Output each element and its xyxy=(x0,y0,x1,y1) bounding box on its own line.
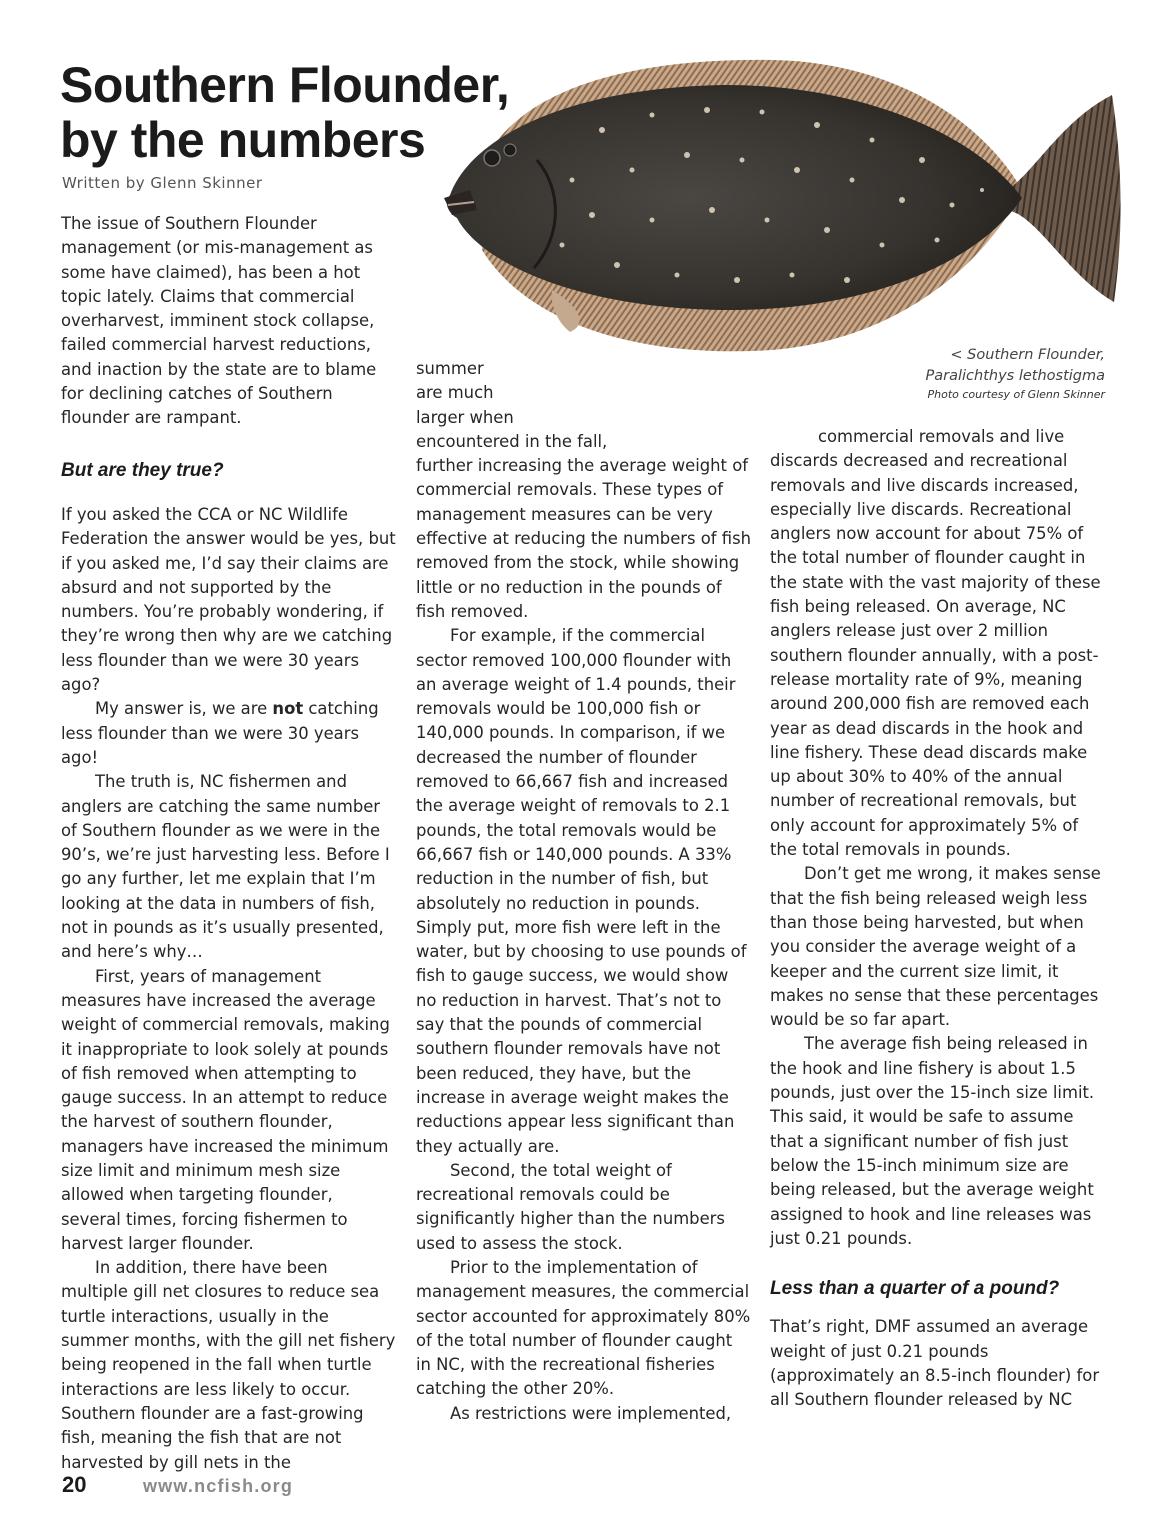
wrap-line: encountered in the fall, xyxy=(416,431,608,451)
paragraph: The issue of Southern Flounder management (or mis-management as some have claimed), has been a hot topic lately. Claims that commercial overharvest, imminent stock collapse, failed commercial harvest reductions, and inaction by the state are to blame for declining catches of Southern flounder are rampant. xyxy=(61,214,377,428)
column-1 xyxy=(61,212,396,1475)
paragraph: The truth is, NC fishermen and anglers are catching the same number of Southern flounder as we were in the 90’s, we’re just harvesting less. Before I go any further, let me explain that I’m looking at the data in numbers of fish, not in pounds as it’s usually presented, and here’s why… xyxy=(61,772,390,962)
wrap-line: larger when xyxy=(416,407,514,427)
tail-fin xyxy=(1007,95,1121,302)
paragraph: Prior to the implementation of management measures, the commercial sector accounted for approximately 80% of the total number of flounder caught in NC, with the recreational fisheries catching the other 20%. xyxy=(416,1257,751,1399)
title-line-1: Southern Flounder, xyxy=(60,57,510,113)
subheading: Less than a quarter of a pound? xyxy=(770,1278,1060,1300)
wrap-line: are much xyxy=(416,383,494,403)
photo-credit: Photo courtesy of Glenn Skinner xyxy=(927,388,1105,401)
byline: Written by Glenn Skinner xyxy=(62,174,263,192)
paragraph: Don’t get me wrong, it makes sense that the fish being released weigh less than those being harvested, but when you consider the average weight of a keeper and the current size limit, it makes no sense that these percentages would be so far apart. xyxy=(770,864,1101,1030)
photo-caption xyxy=(926,345,1106,403)
paragraph: First, years of management measures have increased the average weight of commercial removals, making it inappropriate to look solely at pounds of fish removed when attempting to gauge success. In an attempt to reduce the harvest of southern flounder, managers have increased the minimum size limit and minimum mesh size allowed when targeting flounder, several times, forcing fishermen to harvest larger flounder. xyxy=(61,966,390,1253)
paragraph: Second, the total weight of recreational removals could be significantly higher than the numbers used to assess the stock. xyxy=(416,1160,725,1253)
paragraph: That’s right, DMF assumed an average weight of just 0.21 pounds (approximately an 8.5-inch flounder) for all Southern flounder released by NC xyxy=(770,1317,1100,1410)
website-url: www.ncfish.org xyxy=(142,1476,294,1496)
page-footer xyxy=(62,1472,293,1498)
caption-scientific-name: Paralichthys lethostigma xyxy=(925,368,1105,384)
paragraph: My answer is, we are not catching less flounder than we were 30 years ago! xyxy=(61,699,379,767)
paragraph: For example, if the commercial sector removed 100,000 flounder with an average weight of 1.4 pounds, their removals would be 100,000 fish or 140,000 pounds. In comparison, if we decreased the number of flounder removed to 66,667 fish and increased the average weight of removals to 2.1 pounds, the total removals would be 66,667 fish or 140,000 pounds. A 33% reduction in the number of fish, but absolutely no reduction in pounds. Simply put, more fish were left in the water, but by choosing to use pounds of fish to gauge success, we would show no reduction in harvest. That’s not to say that the pounds of commercial southern flounder removals have not been reduced, they have, but the increase in average weight makes the reductions appear less significant than they actually are. xyxy=(416,626,747,1156)
paragraph: commercial removals and live discards decreased and recreational removals and live discards increased, especially live discards. Recreational anglers now account for about 75% of the total number of flounder caught in the state with the vast majority of these fish being released. On average, NC anglers release just over 2 million southern flounder annually, with a post-release mortality rate of 9%, meaning around 200,000 fish are removed each year as dead discards in the hook and line fishery. These dead discards make up about 30% to 40% of the annual number of recreational removals, but only account for approximately 5% of the total removals in pounds. xyxy=(770,427,1101,860)
column-3 xyxy=(770,425,1110,1413)
page-number: 20 xyxy=(62,1472,87,1497)
column-2 xyxy=(416,357,752,1426)
fish-eye xyxy=(484,150,500,166)
wrap-line: summer xyxy=(416,359,484,378)
subheading: But are they true? xyxy=(61,459,224,481)
paragraph: further increasing the average weight of commercial removals. These types of management measures can be very effective at reducing the numbers of fish removed from the stock, while showing little or no reduction in the pounds of fish removed. xyxy=(416,456,752,621)
paragraph: As restrictions were implemented, xyxy=(450,1403,732,1423)
caption-common-name: < Southern Flounder, xyxy=(950,347,1105,363)
title-line-2: by the numbers xyxy=(60,112,426,168)
paragraph: In addition, there have been multiple gill net closures to reduce sea turtle interactions, usually in the summer months, with the gill net fishery being reopened in the fall when turtle interactions are less likely to occur. Southern flounder are a fast-growing fish, meaning the fish that are not harvested by gill nets in the xyxy=(61,1258,396,1472)
paragraph: The average fish being released in the hook and line fishery is about 1.5 pounds, just over the 15-inch size limit. This said, it would be safe to assume that a significant number of fish just below the 15-inch minimum size are being released, but the average weight assigned to hook and line releases was just 0.21 pounds. xyxy=(770,1034,1095,1248)
paragraph: If you asked the CCA or NC Wildlife Federation the answer would be yes, but if you asked me, I’d say their claims are absurd and not supported by the numbers. You’re probably wondering, if they’re wrong then why are we catching less flounder than we were 30 years ago? xyxy=(61,504,396,695)
southern-flounder-photo xyxy=(422,40,1137,370)
emphasis: not xyxy=(272,699,304,719)
